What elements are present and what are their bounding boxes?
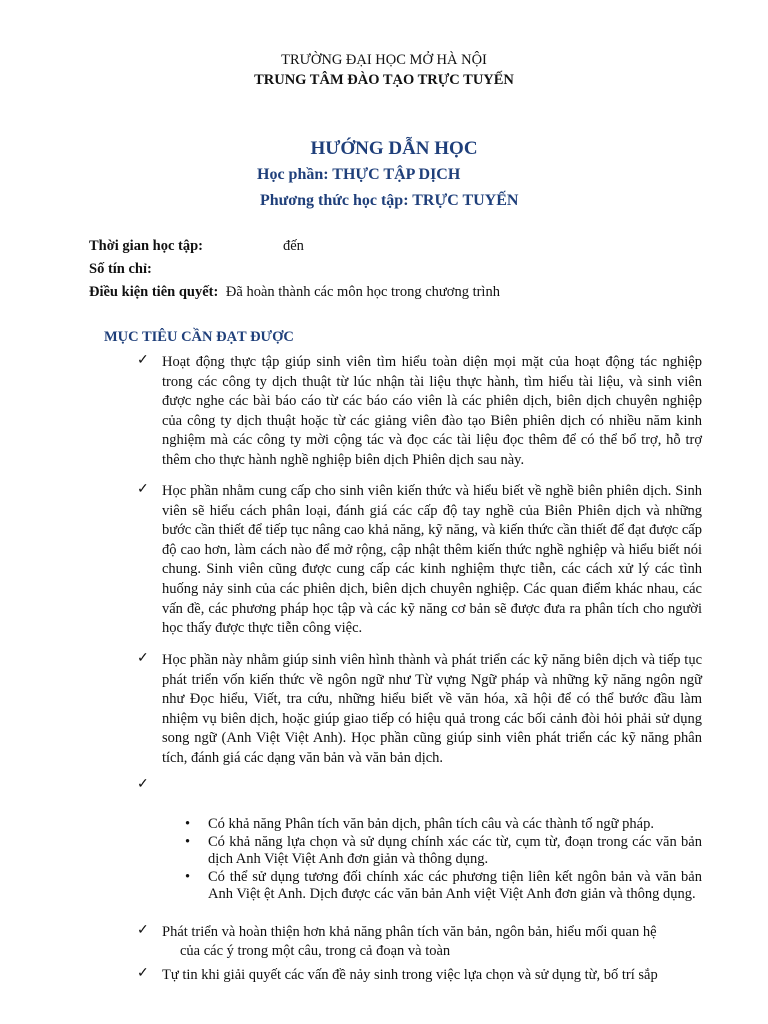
credits-row — [89, 261, 152, 278]
university-name: TRƯỜNG ĐẠI HỌC MỞ HÀ NỘI — [281, 52, 487, 68]
study-time-row — [89, 238, 203, 255]
prerequisite-row — [89, 284, 500, 301]
objective-paragraph: Tự tin khi giải quyết các vấn đề nảy sinh trong việc lựa chọn và sử dụng từ, bố trí sắp — [162, 967, 658, 983]
bullet-icon: • — [185, 816, 191, 832]
list-item-text: Có khả năng Phân tích văn bản dịch, phân tích câu và các thành tố ngữ pháp. — [208, 816, 654, 832]
study-method-line: Phương thức học tập: TRỰC TUYẾN — [260, 192, 519, 209]
bullet-icon: • — [185, 868, 191, 885]
objective-paragraph: Hoạt động thực tập giúp sinh viên tìm hiểu toàn diện mọi mặt của hoạt động tác nghiệp trong các công ty dịch thuật từ lúc nhận tài liệu thực hành, tìm hiểu tài liệu, và sinh viên được nghe các bài báo cáo từ các báo cáo viên là các phiên dịch, biên dịch chuyên nghiệp của công ty dịch thuật hoặc từ các giảng viên đào tạo Biên phiên dịch có nhiều năm kinh nghiệm mà các công ty mời cộng tác và đọc các tài liệu đọc thêm để có thể bổ trợ, hỗ trợ thêm cho thực hành nghề nghiệp biên dịch Phiên dịch sau này. — [162, 354, 702, 468]
objective-paragraph: Học phần nhằm cung cấp cho sinh viên kiến thức và hiểu biết về nghề biên phiên dịch. Sinh viên sẽ hiểu cách phân loại, đánh giá các cấp độ tay nghề của Biên Phiên dịch và những bước cần thiết để tiếp tục nâng cao khả năng, kỹ năng, và kiến thức cần thiết để đạt được cấp độ cao hơn, làm cách nào để mở rộng, cập nhật thêm kiến thức nghề nghiệp và hiểu biết nói chung. Sinh viên cũng được cung cấp các kinh nghiệm thực tiễn, các cách xử lý các tình huống nảy sinh của các phiên dịch, biên dịch chuyên nghiệp. Các quan điểm khác nhau, các vấn đề, các phương pháp học tập và các kỹ năng cơ bản sẽ được đưa ra phân tích cho người học thấy được thực tiễn công việc. — [162, 483, 702, 637]
center-name: TRUNG TÂM ĐÀO TẠO TRỰC TUYẾN — [254, 72, 514, 88]
objective-paragraph: Học phần này nhằm giúp sinh viên hình thành và phát triển các kỹ năng biên dịch và tiếp tục phát triển vốn kiến thức về ngôn ngữ như Từ vựng Ngữ pháp và những kỹ năng ngôn ngữ như Đọc hiểu, Viết, tra cứu, những hiểu biết về văn hóa, xã hội để có thể bước đầu làm nhiệm vụ biên dịch, hoặc giúp giao tiếp có hiệu quả trong các bối cảnh đòi hỏi phải sử dụng song ngữ (Anh Việt Việt Anh). Học phần cũng giúp sinh viên phát triển các kỹ năng phân tích, đánh giá các dạng văn bản và văn bản dịch. — [162, 652, 702, 766]
paragraph-line: Phát triển và hoàn thiện hơn khả năng phân tích văn bản, ngôn bản, hiểu mối quan hệ — [162, 924, 657, 940]
document-title: HƯỚNG DẪN HỌC — [310, 138, 478, 159]
study-time-to: đến — [283, 238, 304, 254]
skills-bullet-list — [185, 816, 702, 904]
prerequisite-value: Đã hoàn thành các môn học trong chương trình — [225, 284, 500, 300]
check-icon: ✓ — [137, 651, 149, 666]
section-title: MỤC TIÊU CẦN ĐẠT ĐƯỢC — [104, 329, 294, 345]
prerequisite-label: Điều kiện tiên quyết: — [89, 284, 219, 300]
credits-label: Số tín chỉ: — [89, 261, 152, 277]
list-item-text: Có khả năng lựa chọn và sử dụng chính xác các từ, cụm từ, đoạn trong các văn bản dịch Anh Việt Việt Anh đơn giản và thông dụng. — [208, 833, 702, 867]
paragraph-line: của các ý trong một câu, trong cả đoạn và toàn — [180, 943, 451, 959]
check-icon: ✓ — [137, 353, 149, 368]
objective-paragraph — [162, 923, 702, 961]
check-icon: ✓ — [137, 777, 149, 792]
list-item — [185, 834, 702, 869]
list-item-text: Có thể sử dụng tương đối chính xác các phương tiện liên kết ngôn bản và văn bản Anh Việt ệt Anh. Dịch được các văn bản Anh việt Việt Anh đơn giản và thông dụng. — [208, 868, 702, 902]
check-icon: ✓ — [137, 923, 149, 938]
check-icon: ✓ — [137, 482, 149, 497]
check-icon: ✓ — [137, 966, 149, 981]
list-item — [185, 869, 702, 904]
list-item — [185, 816, 702, 834]
bullet-icon: • — [185, 833, 191, 850]
study-time-label: Thời gian học tập: — [89, 238, 203, 254]
course-line: Học phần: THỰC TẬP DỊCH — [257, 166, 461, 183]
